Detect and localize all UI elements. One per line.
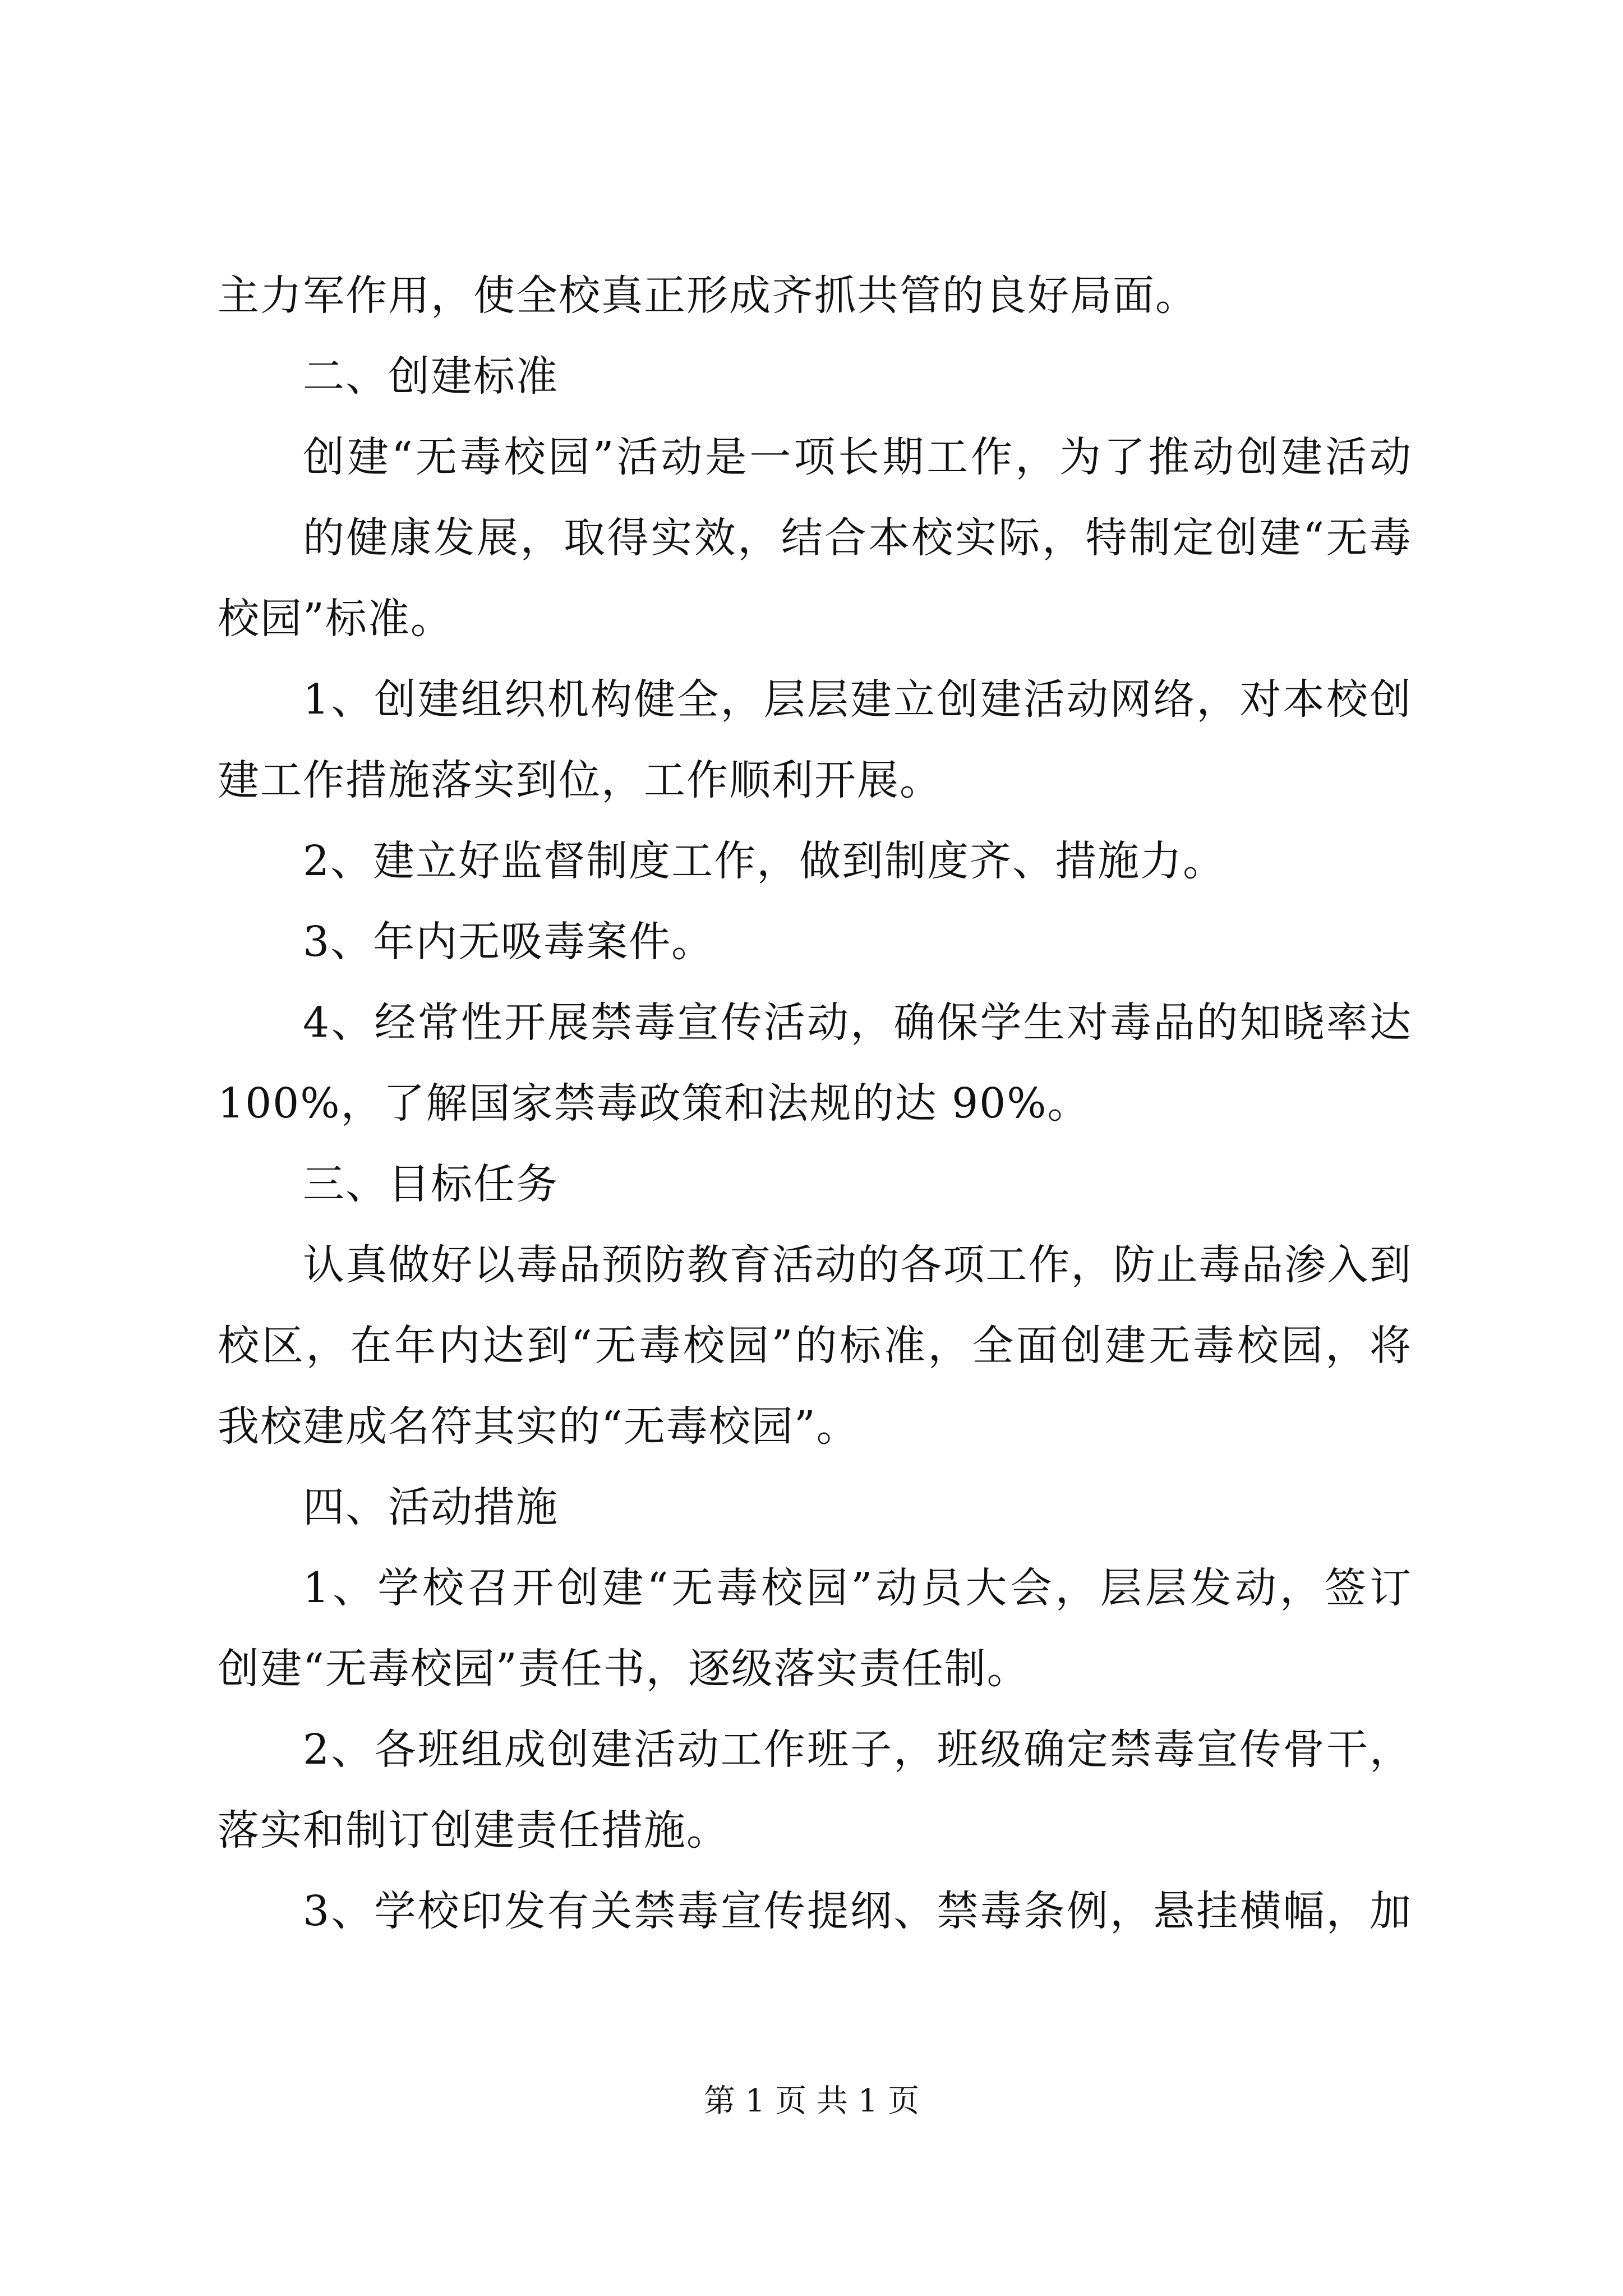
body-line: 校园”标准。 — [218, 595, 453, 643]
list-item: 3、学校印发有关禁毒宣传提纲、禁毒条例，悬挂横幅，加 — [303, 1887, 1412, 1935]
body-line: 100%，了解国家禁毒政策和法规的达 90%。 — [218, 1079, 1090, 1128]
list-item: 2、各班组成创建活动工作班子，班级确定禁毒宣传骨干， — [303, 1726, 1412, 1774]
body-line: 创建“无毒校园”活动是一项长期工作，为了推动创建活动 — [303, 433, 1412, 481]
section-heading: 二、创建标准 — [303, 352, 559, 401]
body-line: 我校建成名符其实的“无毒校园”。 — [218, 1402, 859, 1451]
section-heading: 四、活动措施 — [303, 1483, 559, 1531]
body-line: 建工作措施落实到位，工作顺利开展。 — [218, 756, 942, 804]
body-line: 认真做好以毒品预防教育活动的各项工作，防止毒品渗入到 — [303, 1241, 1412, 1289]
body-line: 的健康发展，取得实效，结合本校实际，特制定创建“无毒 — [303, 514, 1412, 562]
list-item: 1、学校召开创建“无毒校园”动员大会，层层发动，签订 — [303, 1564, 1412, 1612]
list-item: 4、经常性开展禁毒宣传活动，确保学生对毒品的知晓率达 — [303, 999, 1412, 1047]
body-line: 落实和制订创建责任措施。 — [218, 1806, 729, 1855]
list-item: 3、年内无吸毒案件。 — [303, 918, 714, 966]
body-line: 主力军作用，使全校真正形成齐抓共管的良好局面。 — [218, 272, 1198, 320]
page-number-footer: 第 1 页 共 1 页 — [703, 2083, 920, 2119]
body-line: 校区，在年内达到“无毒校园”的标准，全面创建无毒校园，将 — [218, 1322, 1412, 1370]
list-item: 1、创建组织机构健全，层层建立创建活动网络，对本校创 — [303, 675, 1412, 724]
section-heading: 三、目标任务 — [303, 1160, 559, 1208]
document-body — [218, 255, 1412, 1952]
list-item: 2、建立好监督制度工作，做到制度齐、措施力。 — [303, 837, 1226, 885]
body-line: 创建“无毒校园”责任书，逐级落实责任制。 — [218, 1645, 1030, 1693]
